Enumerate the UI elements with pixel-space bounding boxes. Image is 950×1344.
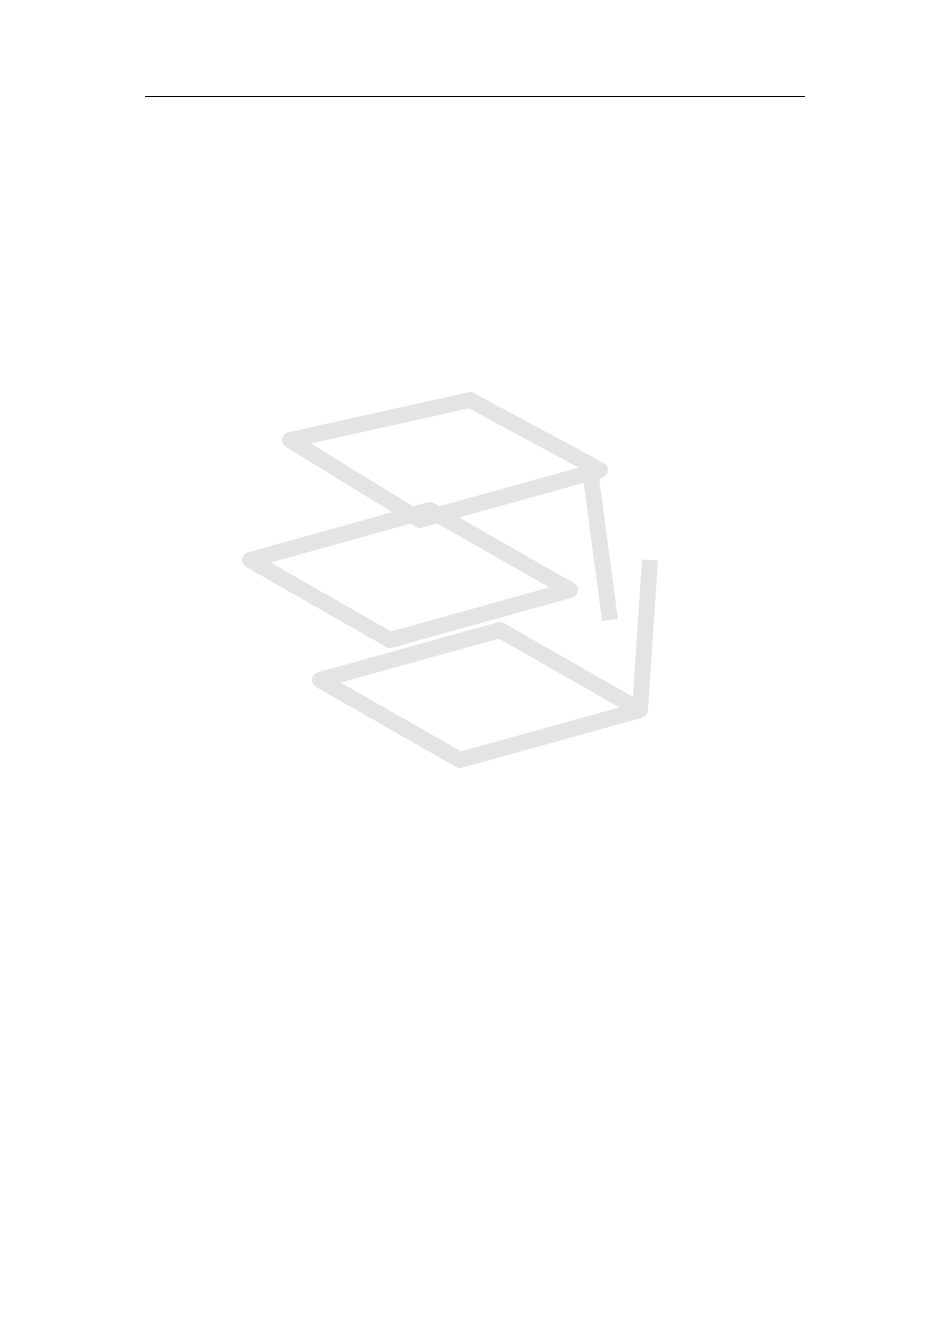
header-rule [145,96,805,97]
watermark-logo [170,360,730,820]
